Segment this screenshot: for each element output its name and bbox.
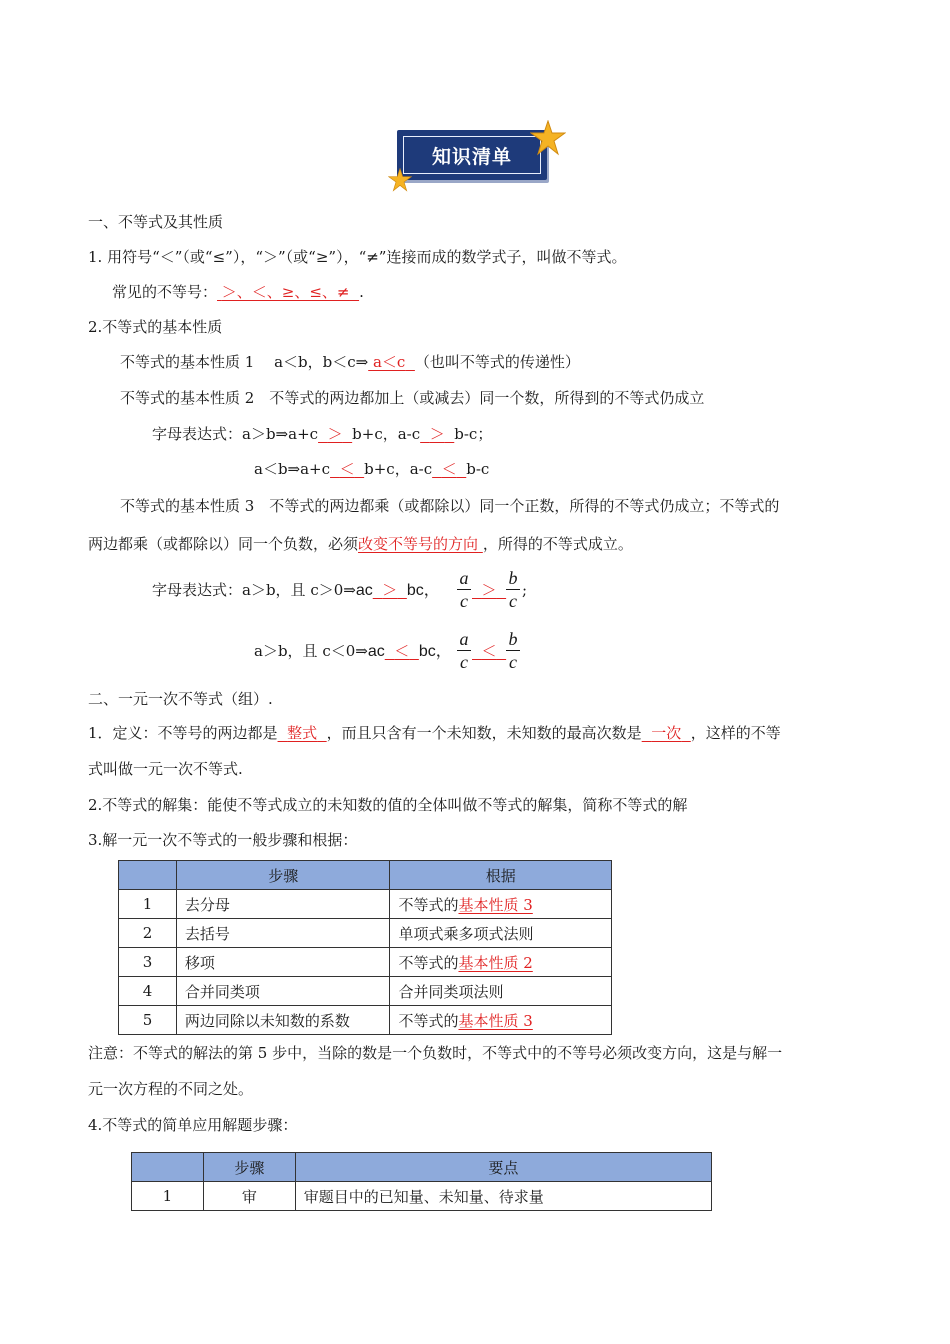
star-icon — [388, 168, 412, 192]
definition-line2: 式叫做一元一次不等式. — [88, 760, 243, 778]
step-basis: 单项式乘多项式法则 — [390, 919, 612, 948]
expr1-answer1: ＞ — [327, 425, 343, 443]
basis-answer: 基本性质 2 — [458, 953, 533, 972]
expr3-answer2: ＞ — [481, 581, 497, 599]
property3-expr2: a＞b，且 c＜0⇒ac ＜ bc， — [254, 642, 452, 660]
application-steps-table — [131, 1152, 712, 1211]
expr2-answer2: ＜ — [441, 460, 457, 478]
step-basis: 不等式的基本性质 2 — [390, 948, 612, 977]
property2-line: 不等式的基本性质 2 不等式的两边都加上（或减去）同一个数，所得到的不等式仍成立 — [120, 389, 705, 407]
definition-answer2: 一次 — [651, 724, 682, 742]
table-row — [119, 919, 612, 948]
step-name: 去括号 — [176, 919, 390, 948]
table-header-cell: 步骤 — [203, 1153, 295, 1182]
property3-expr1: 字母表达式：a＞b，且 c＞0⇒ac ＞ bc， — [152, 581, 440, 599]
table-header-cell: 要点 — [295, 1153, 711, 1182]
property1-tail: （也叫不等式的传递性） — [414, 353, 580, 371]
badge-frame — [397, 130, 547, 180]
section1-heading: 一、不等式及其性质 — [88, 213, 224, 231]
step-number: 2 — [119, 919, 177, 948]
step-point: 审题目中的已知量、未知量、待求量 — [295, 1182, 711, 1211]
property3-line2: 两边都乘（或都除以）同一个负数，必须改变不等号的方向 ，所得的不等式成立。 — [88, 535, 633, 553]
fraction-a-over-c: a c — [457, 568, 471, 611]
basis-answer: 基本性质 3 — [458, 1011, 533, 1030]
badge-title: 知识清单 — [431, 145, 512, 168]
definition-answer1: 整式 — [287, 724, 318, 742]
expr-label: 字母表达式： — [152, 425, 243, 443]
property2-expr1: 字母表达式：a＞b⇒a+c ＞ b+c，a-c ＞ b-c； — [152, 425, 493, 443]
expr4-answer1: ＜ — [394, 642, 410, 660]
step-number: 3 — [119, 948, 177, 977]
property3-line1: 不等式的基本性质 3 不等式的两边都乘（或都除以）同一个正数，所得的不等式仍成立；不等式的 — [120, 497, 780, 515]
step-name: 合并同类项 — [176, 977, 390, 1006]
step-basis: 不等式的基本性质 3 — [390, 890, 612, 919]
table-row — [132, 1182, 712, 1211]
property1-answer: a＜c — [372, 353, 406, 371]
property2-expr2: a＜b⇒a+c ＜ b+c，a-c ＜ b-c — [254, 460, 490, 478]
solution-set-line: 2.不等式的解集：能使不等式成立的未知数的值的全体叫做不等式的解集，简称不等式的解 — [88, 796, 688, 814]
step-number: 4 — [119, 977, 177, 1006]
step-basis: 不等式的基本性质 3 — [390, 1006, 612, 1035]
step-number: 1 — [132, 1182, 204, 1211]
step-name: 审 — [203, 1182, 295, 1211]
step-name: 去分母 — [176, 890, 390, 919]
table-header-cell — [132, 1153, 204, 1182]
basic-properties-title: 2.不等式的基本性质 — [88, 318, 223, 336]
fraction-b-over-c: b c — [506, 568, 520, 611]
common-symbols-label: 常见的不等号： — [112, 283, 218, 301]
solving-steps-table — [118, 860, 612, 1035]
table-row — [119, 1006, 612, 1035]
section2-heading: 二、一元一次不等式（组）. — [88, 690, 273, 708]
table-header-cell — [119, 861, 177, 890]
common-symbols-answer: ＞、＜、≥、≤、≠ — [221, 283, 350, 301]
application-title: 4.不等式的简单应用解题步骤： — [88, 1116, 298, 1134]
semicolon: ; — [522, 581, 528, 599]
table-header-row — [119, 861, 612, 890]
step-number: 1 — [119, 890, 177, 919]
section-badge — [397, 130, 552, 186]
definition-line1: 1．定义：不等号的两边都是 整式 ，而且只含有一个未知数，未知数的最高次数是 一次 ，这样的不等 — [88, 724, 781, 742]
fraction-a-over-c: a c — [457, 629, 471, 672]
note-line2: 元一次方程的不同之处。 — [88, 1080, 254, 1098]
star-icon — [530, 120, 566, 156]
fraction-b-over-c: b c — [506, 629, 520, 672]
table-header-cell: 根据 — [390, 861, 612, 890]
property3-answer: 改变不等号的方向 — [358, 535, 479, 553]
basis-answer: 基本性质 3 — [458, 895, 533, 914]
expr1-answer2: ＞ — [429, 425, 445, 443]
step-number: 5 — [119, 1006, 177, 1035]
property1-text: 不等式的基本性质 1 a＜b，b＜c⇒ — [120, 353, 369, 371]
property1-line — [120, 351, 580, 373]
expr3-answer1: ＞ — [382, 581, 398, 599]
step-basis: 合并同类项法则 — [390, 977, 612, 1006]
step-name: 移项 — [176, 948, 390, 977]
definition-paragraph: 1. 用符号“＜”（或“≤”），“＞”（或“≥”），“≠”连接而成的数学式子，叫做不等式。 — [88, 248, 627, 266]
step-name: 两边同除以未知数的系数 — [176, 1006, 390, 1035]
badge-inner — [403, 136, 541, 174]
table-row — [119, 977, 612, 1006]
table-row — [119, 948, 612, 977]
period: . — [359, 283, 364, 301]
common-symbols-line — [112, 281, 364, 303]
steps-title: 3.解一元一次不等式的一般步骤和根据： — [88, 831, 358, 849]
expr4-answer2: ＜ — [481, 642, 497, 660]
table-header-cell: 步骤 — [176, 861, 390, 890]
table-header-row — [132, 1153, 712, 1182]
table-row — [119, 890, 612, 919]
expr2-answer1: ＜ — [339, 460, 355, 478]
note-line1: 注意：不等式的解法的第 5 步中，当除的数是一个负数时，不等式中的不等号必须改变方向，这是与解一 — [88, 1044, 783, 1062]
